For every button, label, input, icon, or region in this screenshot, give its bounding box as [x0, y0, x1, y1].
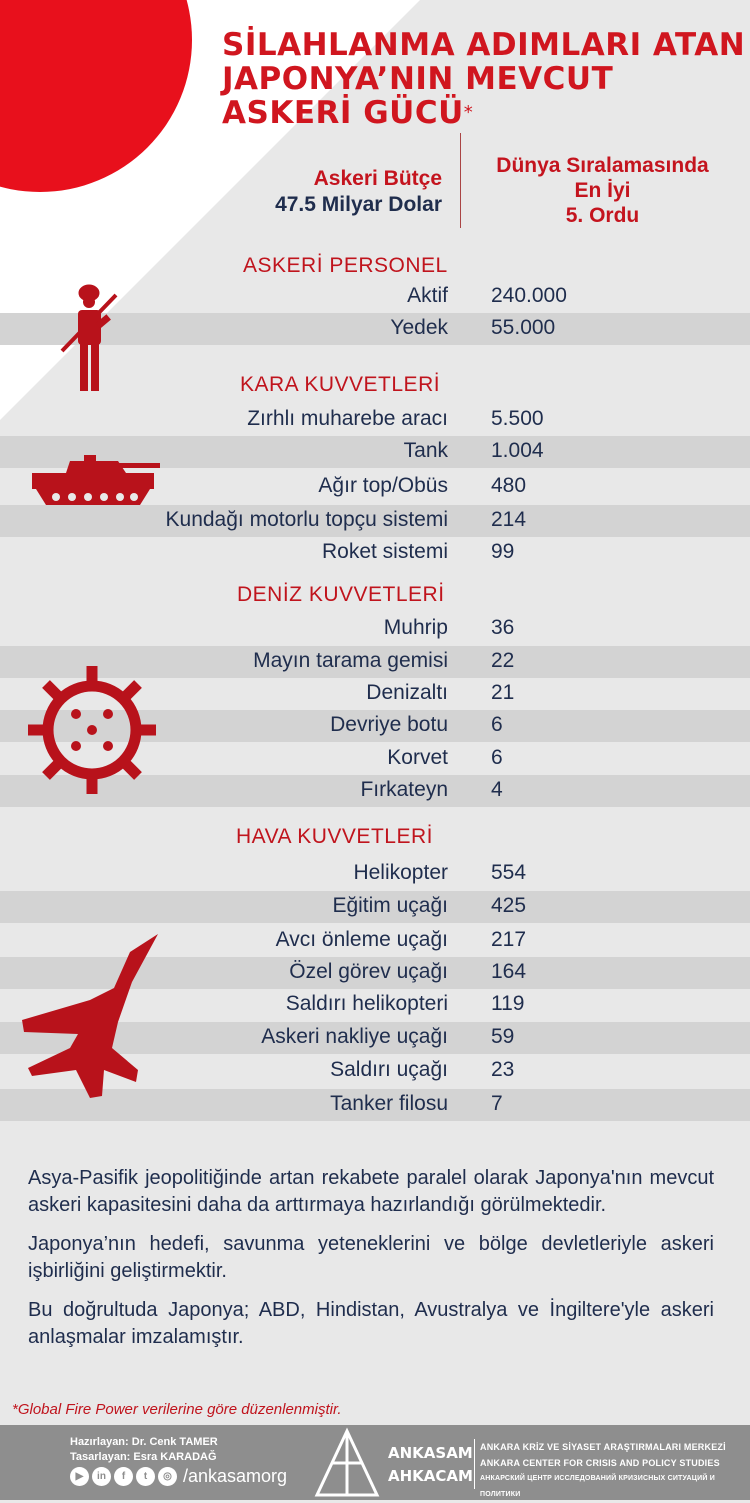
fighter-jet-icon — [20, 930, 160, 1100]
social-links — [70, 1466, 287, 1487]
table-row: Kundağı motorlu topçu sistemi 214 — [0, 505, 750, 537]
footer — [0, 1425, 750, 1500]
table-row: Fırkateyn 4 — [0, 775, 750, 807]
ankasam-logo-icon — [313, 1427, 381, 1499]
paragraph: Bu doğrultuda Japonya; ABD, Hindistan, Avustralya ve İngiltere'yle askeri anlaşmalar imzalamıştır. — [28, 1299, 714, 1348]
paragraph: Japonya’nın hedefi, savunma yeteneklerini ve bölge devletleriyle askeri işbirliğini geliştirmektir. — [28, 1233, 714, 1282]
brand-divider — [474, 1439, 475, 1489]
table-row: Saldırı helikopteri 119 — [285, 992, 525, 1015]
paragraph: Asya-Pasifik jeopolitiğinde artan rekabete paralel olarak Japonya'nın mevcut askeri kapasitesini daha da arttırmaya hazırlandığı görülmektedir. — [28, 1167, 714, 1216]
table-row: Saldırı uçağı 23 — [330, 1058, 515, 1081]
ship-wheel-icon — [24, 662, 159, 797]
table-row: Ağır top/Obüs 480 — [318, 474, 527, 497]
table-row: Özel görev uçağı 164 — [0, 957, 750, 989]
footnote: *Global Fire Power verilerine göre düzenlenmiştir. — [12, 1401, 342, 1418]
prepared-by: Hazırlayan: Dr. Cenk TAMER — [70, 1436, 218, 1448]
section-title-personnel: ASKERİ PERSONEL — [243, 254, 448, 277]
tank-icon — [30, 453, 162, 508]
table-row: Denizaltı 21 — [366, 681, 515, 704]
table-row: Aktif 240.000 — [407, 284, 567, 307]
credits — [70, 1435, 218, 1465]
table-row: Korvet 6 — [387, 746, 503, 769]
table-row: Roket sistemi 99 — [321, 540, 515, 563]
instagram-icon[interactable]: ◎ — [158, 1467, 177, 1486]
center-names: ANKARA KRİZ VE SİYASET ARAŞTIRMALARI MERKEZİ ANKARA CENTER FOR CRISIS AND POLICY STUDIES АНКАРСКИЙ ЦЕНТР ИССЛЕДОВАНИЙ КРИЗИСНЫХ СИТУАЦИЙ И ПОЛИТИКИ — [480, 1442, 726, 1498]
table-row: Helikopter 554 — [353, 861, 527, 884]
table-row: Yedek 55.000 — [0, 313, 750, 345]
section-title-air: HAVA KUVVETLERİ — [236, 825, 433, 848]
linkedin-icon[interactable]: in — [92, 1467, 111, 1486]
table-row: Tank 1.004 — [0, 436, 750, 468]
military-budget — [222, 166, 442, 218]
table-row: Zırhlı muharebe aracı 5.500 — [247, 407, 544, 430]
table-row: Avcı önleme uçağı 217 — [275, 928, 527, 951]
soldier-icon — [58, 283, 123, 395]
brand-name: ANKASAM AHKACAM — [388, 1444, 473, 1485]
table-row: Askeri nakliye uçağı 59 — [0, 1022, 750, 1054]
table-row: Eğitim uçağı 425 — [0, 891, 750, 923]
world-ranking: Dünya Sıralamasında En İyi 5. Ordu — [496, 154, 709, 227]
twitter-icon[interactable]: t — [136, 1467, 155, 1486]
social-handle[interactable]: /ankasamorg — [183, 1466, 288, 1486]
table-row: Tanker filosu 7 — [0, 1089, 750, 1121]
table-row: Devriye botu 6 — [0, 710, 750, 742]
facebook-icon[interactable]: f — [114, 1467, 133, 1486]
section-title-land: KARA KUVVETLERİ — [240, 373, 441, 396]
designed-by: Tasarlayan: Esra KARADAĞ — [70, 1451, 217, 1463]
youtube-icon[interactable]: ▶ — [70, 1467, 89, 1486]
table-row: Mayın tarama gemisi 22 — [0, 646, 750, 678]
table-row: Muhrip 36 — [383, 616, 515, 639]
section-title-navy: DENİZ KUVVETLERİ — [237, 583, 445, 606]
page-title: SİLAHLANMA ADIMLARI ATAN JAPONYA’NIN MEVCUT ASKERİ GÜCÜ* — [222, 27, 746, 131]
summary-text — [28, 1165, 714, 1363]
header-divider — [460, 133, 461, 228]
budget-value: 47.5 Milyar Dolar — [275, 193, 442, 216]
budget-label: Askeri Bütçe — [313, 167, 442, 190]
